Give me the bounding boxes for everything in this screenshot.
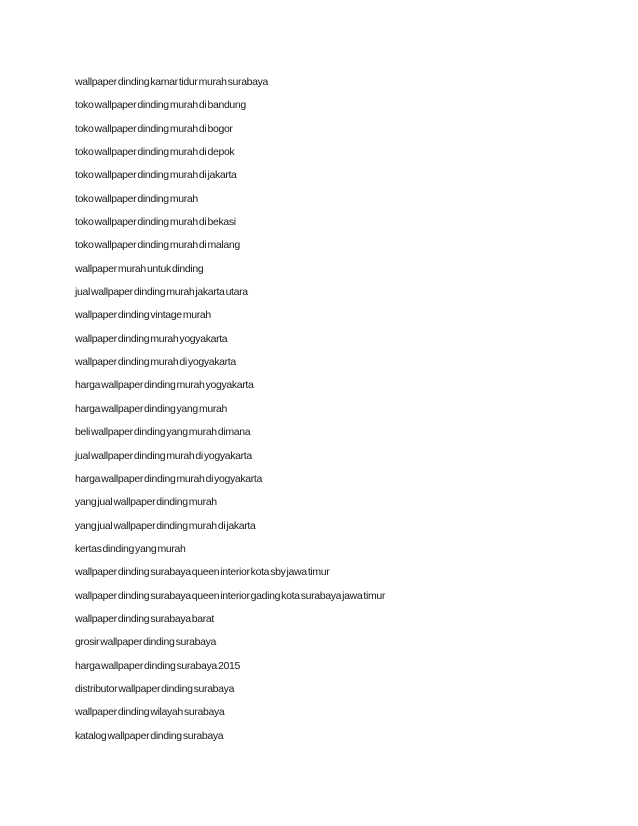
list-item: toko wallpaper dinding murah di jakarta bbox=[75, 169, 237, 182]
list-item: wallpaper dinding surabaya queen interior kota sby jawa timur bbox=[75, 566, 330, 579]
list-item: harga wallpaper dinding surabaya 2015 bbox=[75, 659, 240, 672]
list-item: kertas dinding yang murah bbox=[75, 542, 186, 555]
list-item: jual wallpaper dinding murah di yogyakarta bbox=[75, 449, 252, 462]
list-item: harga wallpaper dinding murah yogyakarta bbox=[75, 379, 254, 392]
list-item: wallpaper dinding surabaya queen interior gading kota surabaya jawa timur bbox=[75, 589, 385, 602]
list-item: yang jual wallpaper dinding murah bbox=[75, 496, 217, 509]
list-item: wallpaper dinding murah di yogyakarta bbox=[75, 356, 236, 369]
list-item: harga wallpaper dinding yang murah bbox=[75, 402, 227, 415]
list-item: katalog wallpaper dinding surabaya bbox=[75, 729, 224, 742]
list-item: harga wallpaper dinding murah di yogyakarta bbox=[75, 472, 262, 485]
list-item: wallpaper murah untuk dinding bbox=[75, 262, 204, 275]
list-item: toko wallpaper dinding murah bbox=[75, 192, 198, 205]
list-item: toko wallpaper dinding murah di bandung bbox=[75, 99, 246, 112]
list-item: wallpaper dinding surabaya barat bbox=[75, 612, 214, 625]
list-item: grosir wallpaper dinding surabaya bbox=[75, 636, 216, 649]
keyword-list bbox=[75, 71, 385, 748]
list-item: toko wallpaper dinding murah di bekasi bbox=[75, 216, 236, 229]
list-item: wallpaper dinding vintage murah bbox=[75, 309, 211, 322]
list-item: toko wallpaper dinding murah di malang bbox=[75, 239, 240, 252]
list-item: wallpaper dinding wilayah surabaya bbox=[75, 706, 225, 719]
list-item: wallpaper dinding kamar tidur murah surabaya bbox=[75, 76, 269, 88]
list-item: jual wallpaper dinding murah jakarta utara bbox=[75, 286, 248, 299]
list-item: yang jual wallpaper dinding murah di jakarta bbox=[75, 519, 256, 532]
list-item: beli wallpaper dinding yang murah dimana bbox=[75, 426, 251, 439]
list-item: wallpaper dinding murah yogyakarta bbox=[75, 332, 228, 345]
list-item: toko wallpaper dinding murah di depok bbox=[75, 146, 235, 159]
list-item: distributor wallpaper dinding surabaya bbox=[75, 682, 235, 695]
list-item: toko wallpaper dinding murah di bogor bbox=[75, 122, 233, 135]
